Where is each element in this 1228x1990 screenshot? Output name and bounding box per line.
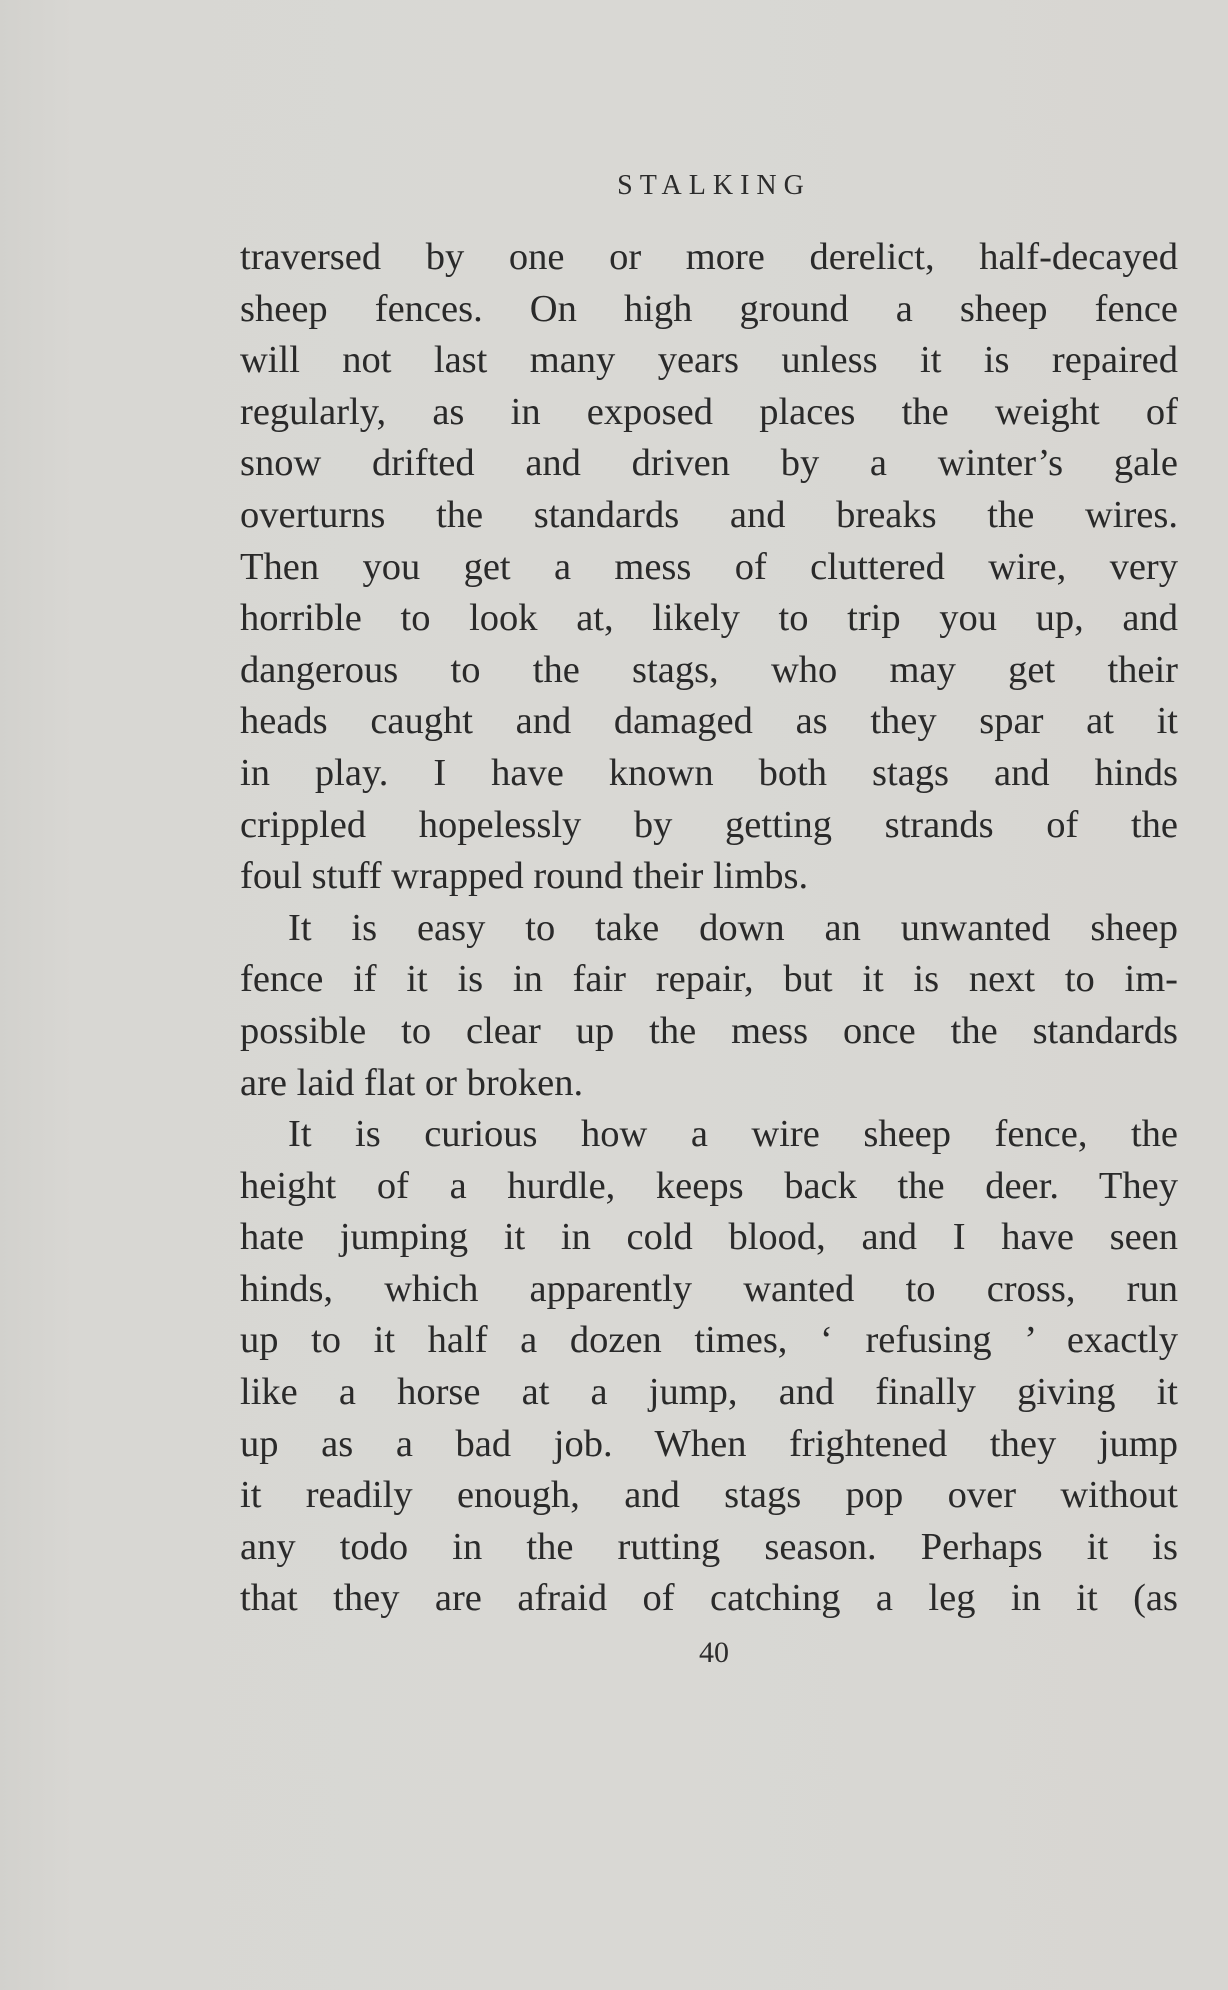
text-line: foul stuff wrapped round their limbs. [240, 855, 809, 898]
text-line: dangerous to the stags, who may get their [240, 648, 1178, 691]
text-line: that they are afraid of catching a leg in it (as [240, 1577, 1178, 1620]
text-line: height of a hurdle, keeps back the deer. They [240, 1164, 1178, 1207]
text-line: Then you get a mess of cluttered wire, very [240, 545, 1178, 588]
text-line: horrible to look at, likely to trip you up, and [240, 597, 1178, 640]
text-line: It is curious how a wire sheep fence, the [288, 1113, 1178, 1156]
page-number: 40 [699, 1636, 729, 1669]
text-line: heads caught and damaged as they spar at it [240, 700, 1178, 743]
text-line: overturns the standards and breaks the wires. [240, 493, 1178, 536]
text-line: possible to clear up the mess once the standards [240, 1009, 1178, 1052]
text-line: in play. I have known both stags and hinds [240, 751, 1178, 794]
text-line: traversed by one or more derelict, half-decayed [240, 236, 1178, 278]
text-line: are laid flat or broken. [240, 1061, 584, 1104]
text-line: crippled hopelessly by getting strands of the [240, 803, 1178, 846]
text-line: snow drifted and driven by a winter’s gale [240, 442, 1178, 485]
running-head: STALKING [617, 170, 811, 201]
text-line: regularly, as in exposed places the weight of [240, 390, 1178, 433]
text-line: up to it half a dozen times, ‘ refusing ’ exactly [240, 1319, 1178, 1362]
text-line: sheep fences. On high ground a sheep fence [240, 287, 1178, 330]
text-line: it readily enough, and stags pop over without [240, 1474, 1178, 1517]
text-line: It is easy to take down an unwanted sheep [288, 906, 1178, 949]
text-line: up as a bad job. When frightened they jump [240, 1422, 1178, 1465]
text-line: will not last many years unless it is repaired [240, 339, 1178, 382]
text-line: any todo in the rutting season. Perhaps it is [240, 1525, 1178, 1568]
text-line: hate jumping it in cold blood, and I have seen [240, 1216, 1178, 1259]
text-line: like a horse at a jump, and finally giving it [240, 1371, 1178, 1414]
text-line: hinds, which apparently wanted to cross, run [240, 1267, 1178, 1310]
body-text [240, 232, 1178, 1625]
text-line: fence if it is in fair repair, but it is next to im- [240, 958, 1178, 1001]
